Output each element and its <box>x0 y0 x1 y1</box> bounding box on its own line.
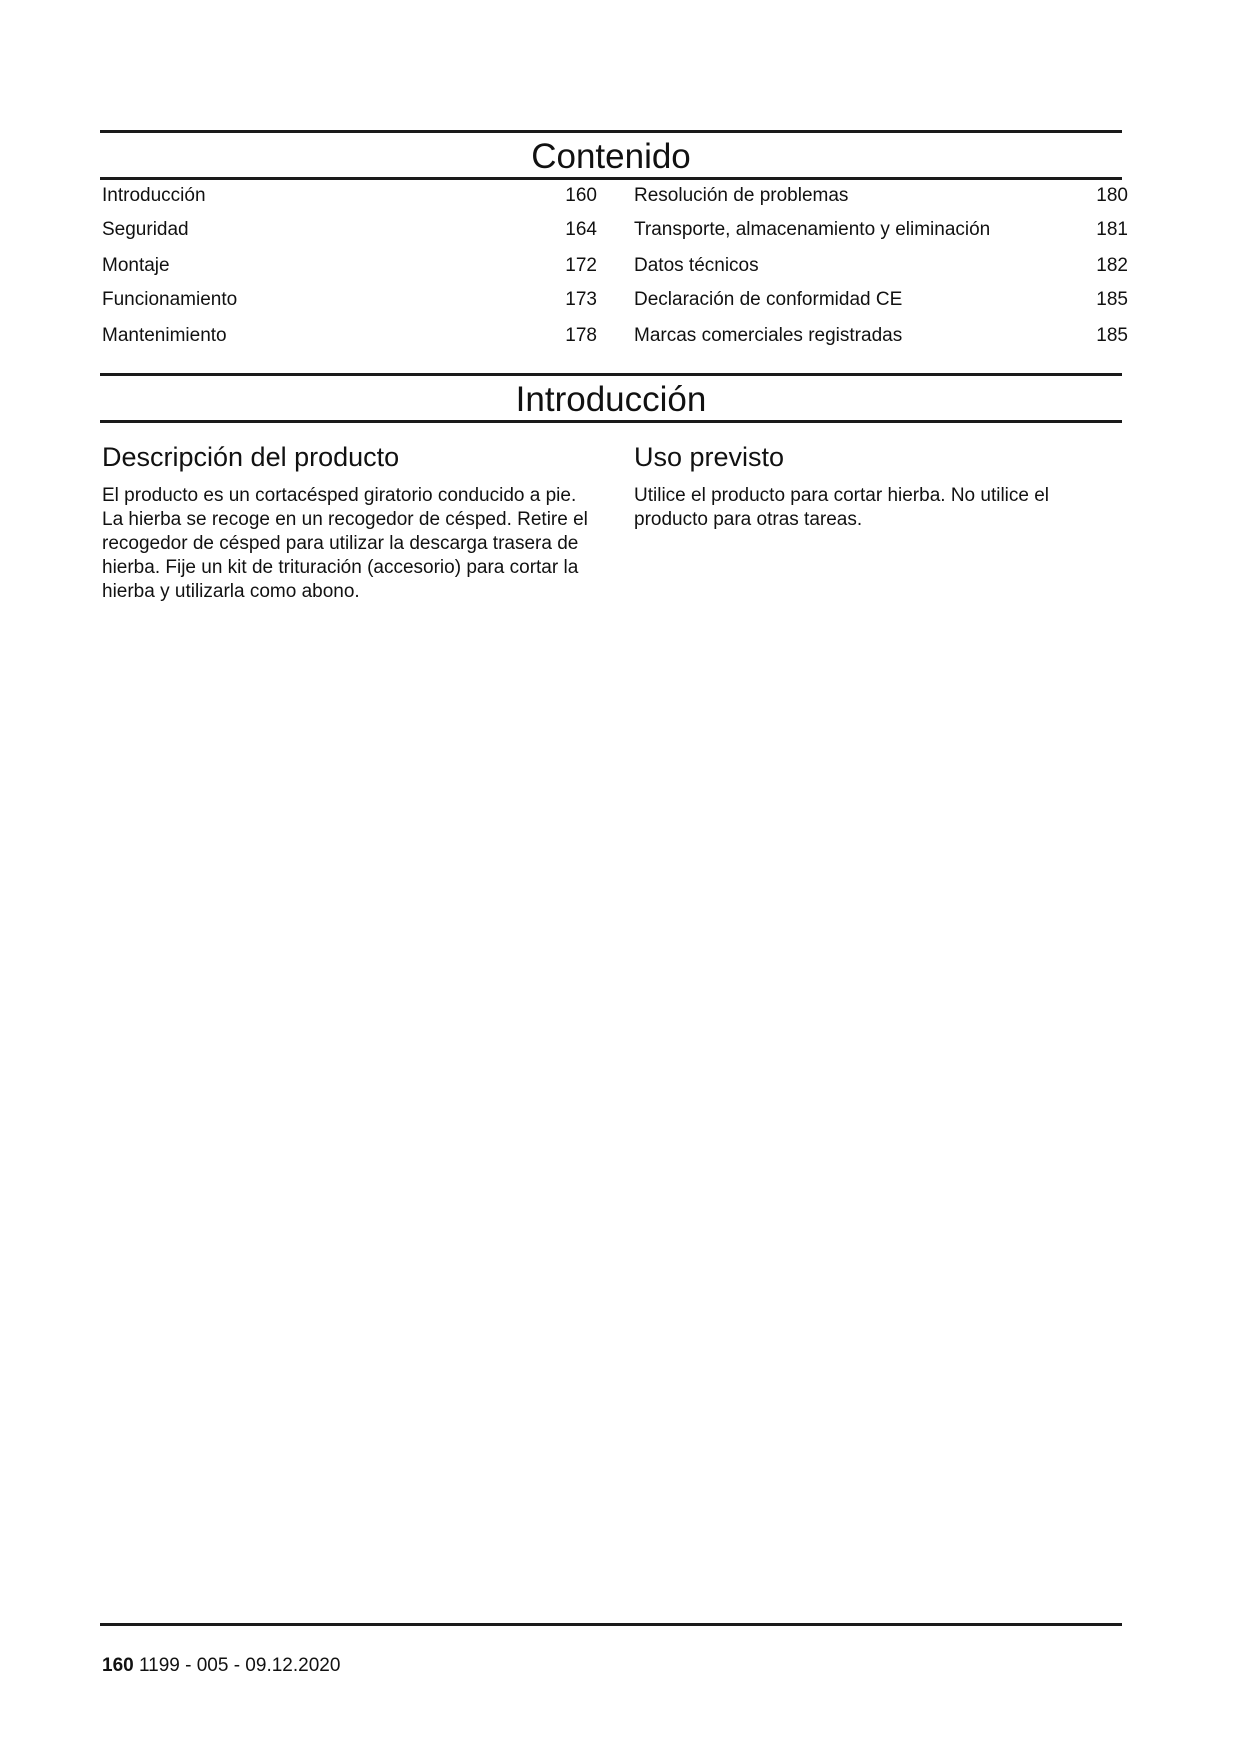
toc-page: 181 <box>1090 220 1128 240</box>
document-info: 1199 - 005 - 09.12.2020 <box>138 1655 341 1676</box>
description-heading: Descripción del producto <box>102 442 400 472</box>
toc-page: 160 <box>559 186 597 206</box>
toc-entry-datos-tecnicos[interactable] <box>634 256 1128 276</box>
toc-entry-montaje[interactable] <box>102 256 597 276</box>
toc-left-column <box>102 186 597 360</box>
contents-top-rule <box>100 130 1122 133</box>
toc-label: Declaración de conformidad CE <box>634 290 903 310</box>
toc-label: Resolución de problemas <box>634 186 849 206</box>
toc-page: 172 <box>559 256 597 276</box>
page-footer <box>102 1655 340 1677</box>
toc-label: Datos técnicos <box>634 256 759 276</box>
intro-bottom-rule <box>100 420 1122 423</box>
toc-entry-seguridad[interactable] <box>102 220 597 240</box>
toc-page: 180 <box>1090 186 1128 206</box>
toc-label: Montaje <box>102 256 170 276</box>
contents-bottom-rule <box>100 177 1122 180</box>
toc-label: Introducción <box>102 186 206 206</box>
toc-page: 185 <box>1090 326 1128 346</box>
intro-title: Introducción <box>515 380 707 419</box>
toc-page: 164 <box>559 220 597 240</box>
toc-label: Transporte, almacenamiento y eliminación <box>634 220 991 240</box>
toc-page: 178 <box>559 326 597 346</box>
intended-use-heading: Uso previsto <box>634 442 785 472</box>
toc-page: 173 <box>559 290 597 310</box>
toc-entry-declaracion-ce[interactable] <box>634 290 1128 310</box>
contents-title: Contenido <box>531 137 691 176</box>
toc-label: Mantenimiento <box>102 326 227 346</box>
toc-page: 185 <box>1090 290 1128 310</box>
toc-label: Funcionamiento <box>102 290 238 310</box>
intended-use-text: Utilice el producto para cortar hierba. No utilice el producto para otras tareas. <box>634 485 1050 530</box>
intro-top-rule <box>100 373 1122 376</box>
toc-entry-resolucion-de-problemas[interactable] <box>634 186 1128 206</box>
toc-entry-mantenimiento[interactable] <box>102 326 597 346</box>
toc-page: 182 <box>1090 256 1128 276</box>
toc-entry-marcas-comerciales[interactable] <box>634 326 1128 346</box>
footer-rule <box>100 1623 1122 1626</box>
toc-label: Seguridad <box>102 220 189 240</box>
toc-label: Marcas comerciales registradas <box>634 326 903 346</box>
toc-right-column <box>634 186 1128 360</box>
description-text: El producto es un cortacésped giratorio conducido a pie. La hierba se recoge en un recogedor de césped. Retire el recogedor de césped para utilizar la descarga trasera de hierba. Fije un kit de trituración (accesorio) para cortar la hierba y utilizarla como abono. <box>102 485 588 602</box>
toc-entry-transporte[interactable] <box>634 220 1128 240</box>
toc-entry-funcionamiento[interactable] <box>102 290 597 310</box>
page-number: 160 <box>102 1655 134 1676</box>
toc-entry-introduccion[interactable] <box>102 186 597 206</box>
